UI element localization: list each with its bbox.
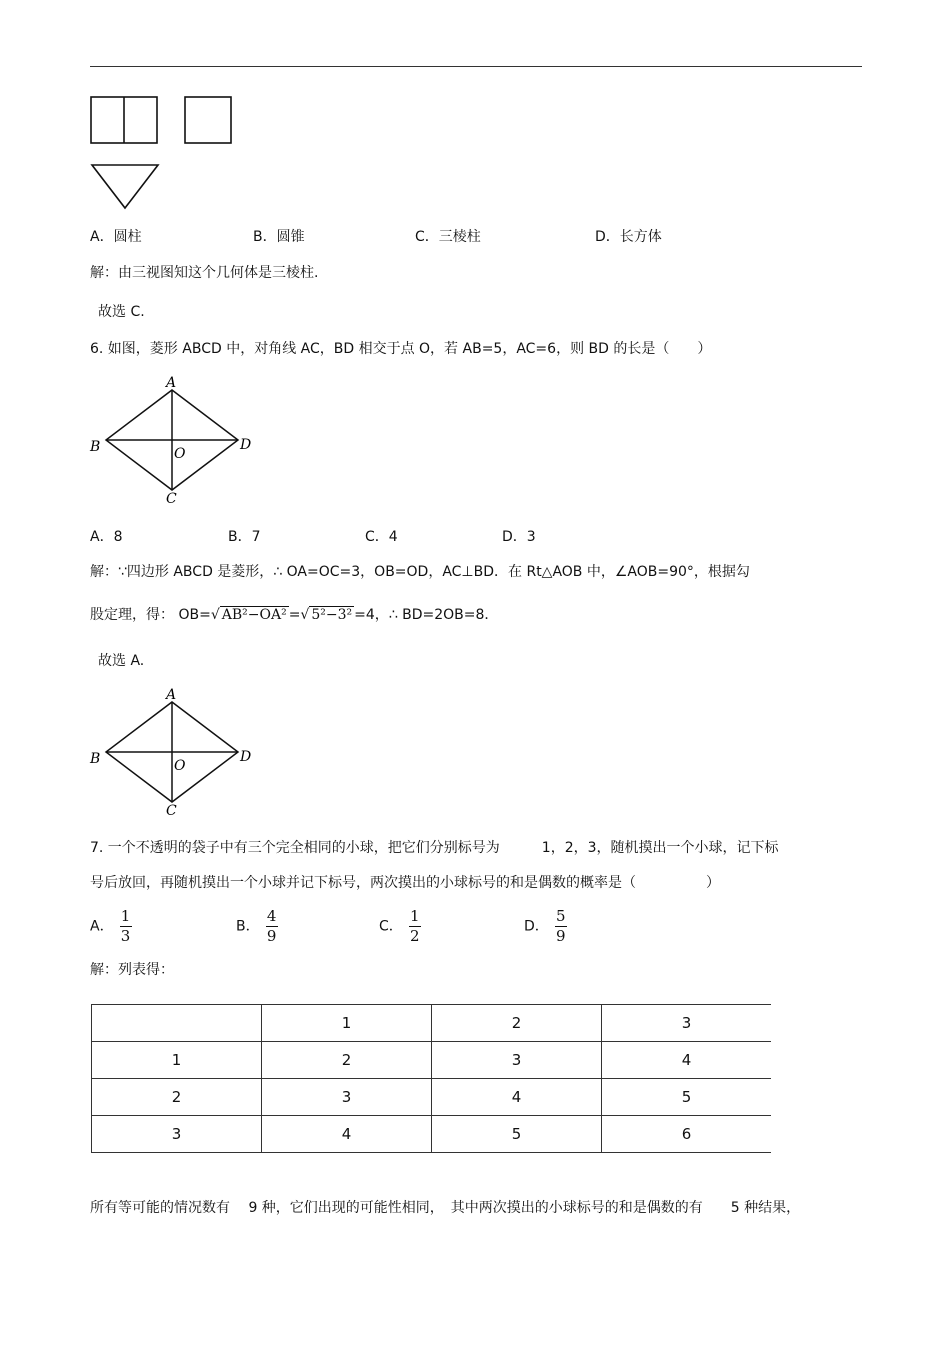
table-cell: 3 bbox=[602, 1005, 772, 1042]
top-view-triangle bbox=[92, 165, 158, 208]
q5-solution: 解：由三视图知这个几何体是三棱柱. bbox=[90, 265, 319, 281]
sqrt-5-3-radicand: 5²−3² bbox=[311, 607, 353, 623]
sqrt-ab-oa-radicand: AB²−OA² bbox=[221, 607, 287, 623]
q5-option-c: C．三棱柱 bbox=[415, 229, 481, 245]
rhombus-figure bbox=[86, 372, 256, 506]
table-cell: 5 bbox=[602, 1079, 772, 1116]
sum-table bbox=[91, 1004, 771, 1153]
label-d: D bbox=[240, 749, 252, 765]
table-cell: 4 bbox=[602, 1042, 772, 1079]
q6-answer: 故选 A. bbox=[98, 653, 145, 669]
q7-stem-line2: 号后放回，再随机摸出一个小球并记下标号，两次摸出的小球标号的和是偶数的概率是（ ） bbox=[90, 875, 720, 891]
q7-option-d bbox=[524, 908, 567, 945]
q5-option-d: D．长方体 bbox=[595, 229, 662, 245]
sqrt-5-3: √ 5²−3² bbox=[300, 607, 353, 623]
q7-solution: 解：列表得： bbox=[90, 962, 174, 978]
label-b: B bbox=[90, 439, 101, 455]
label-d: D bbox=[240, 437, 252, 453]
label-o: O bbox=[174, 446, 186, 462]
table-row bbox=[92, 1042, 772, 1079]
q7-option-b bbox=[236, 908, 278, 945]
table-cell: 1 bbox=[262, 1005, 432, 1042]
q7-conclusion: 所有等可能的情况数有 9 种，它们出现的可能性相同， 其中两次摸出的小球标号的和是偶数的有 5 种结果， bbox=[90, 1200, 801, 1216]
q6-solution-line2 bbox=[90, 600, 498, 630]
table-cell: 3 bbox=[262, 1079, 432, 1116]
table-row bbox=[92, 1079, 772, 1116]
side-view bbox=[185, 97, 231, 143]
table-cell: 4 bbox=[262, 1116, 432, 1153]
q7-option-b-letter: B． bbox=[236, 918, 260, 935]
q7-option-d-letter: D． bbox=[524, 918, 549, 935]
header-rule bbox=[90, 66, 862, 67]
q6-stem: 6. 如图，菱形 ABCD 中，对角线 AC，BD 相交于点 O，若 AB=5，AC=6，则 BD 的长是（ ） bbox=[90, 341, 712, 357]
numerator: 1 bbox=[120, 907, 131, 925]
label-a: A bbox=[166, 375, 177, 391]
q6-option-c: C．4 bbox=[365, 529, 398, 545]
numerator: 4 bbox=[266, 907, 277, 925]
q5-option-b: B．圆锥 bbox=[253, 229, 305, 245]
numerator: 5 bbox=[556, 907, 566, 925]
table-row bbox=[92, 1116, 772, 1153]
q7-option-c bbox=[379, 908, 421, 945]
table-cell: 3 bbox=[92, 1116, 262, 1153]
fraction-1-2 bbox=[409, 908, 421, 945]
label-c: C bbox=[166, 491, 177, 506]
q7-stem-line1: 7. 一个不透明的袋子中有三个完全相同的小球，把它们分别标号为 1，2，3，随机摸出一个小球，记下标 bbox=[90, 840, 779, 856]
denominator: 9 bbox=[556, 927, 566, 945]
denominator: 2 bbox=[410, 927, 420, 945]
label-o: O bbox=[174, 758, 186, 774]
q7-option-c-letter: C． bbox=[379, 918, 403, 935]
q7-option-a-letter: A． bbox=[90, 918, 114, 935]
denominator: 3 bbox=[120, 927, 131, 945]
table-cell: 1 bbox=[92, 1042, 262, 1079]
table-cell: 4 bbox=[432, 1079, 602, 1116]
sqrt-ab-oa: √ AB²−OA² bbox=[210, 607, 287, 623]
denominator: 9 bbox=[266, 927, 277, 945]
three-view-figure bbox=[88, 94, 238, 212]
table-row bbox=[92, 1005, 772, 1042]
q6-eq: = bbox=[288, 607, 301, 623]
label-c: C bbox=[166, 803, 177, 818]
label-a: A bbox=[166, 687, 177, 703]
table-cell bbox=[92, 1005, 262, 1042]
table-cell: 2 bbox=[432, 1005, 602, 1042]
table-cell: 2 bbox=[262, 1042, 432, 1079]
table-cell: 5 bbox=[432, 1116, 602, 1153]
q5-answer: 故选 C. bbox=[98, 304, 145, 320]
q5-option-a: A．圆柱 bbox=[90, 229, 142, 245]
numerator: 1 bbox=[410, 907, 420, 925]
q6-solution-line1: 解：∵四边形 ABCD 是菱形，∴ OA=OC=3，OB=OD，AC⊥BD．在 Rt△AOB 中，∠AOB=90°，根据勾 bbox=[90, 564, 750, 580]
q7-option-a bbox=[90, 908, 132, 945]
rhombus-figure-repeat bbox=[86, 684, 256, 818]
q6-solution-line2-post: =4，∴ BD=2OB=8． bbox=[354, 607, 499, 623]
label-b: B bbox=[90, 751, 101, 767]
table-cell: 2 bbox=[92, 1079, 262, 1116]
q6-option-b: B．7 bbox=[228, 529, 261, 545]
table-cell: 6 bbox=[602, 1116, 772, 1153]
q6-option-a: A．8 bbox=[90, 529, 123, 545]
table-cell: 3 bbox=[432, 1042, 602, 1079]
fraction-4-9 bbox=[266, 908, 278, 945]
q6-option-d: D．3 bbox=[502, 529, 536, 545]
fraction-1-3 bbox=[120, 908, 132, 945]
q6-solution-line2-pre: 股定理，得： OB= bbox=[90, 607, 211, 623]
fraction-5-9 bbox=[555, 908, 567, 945]
